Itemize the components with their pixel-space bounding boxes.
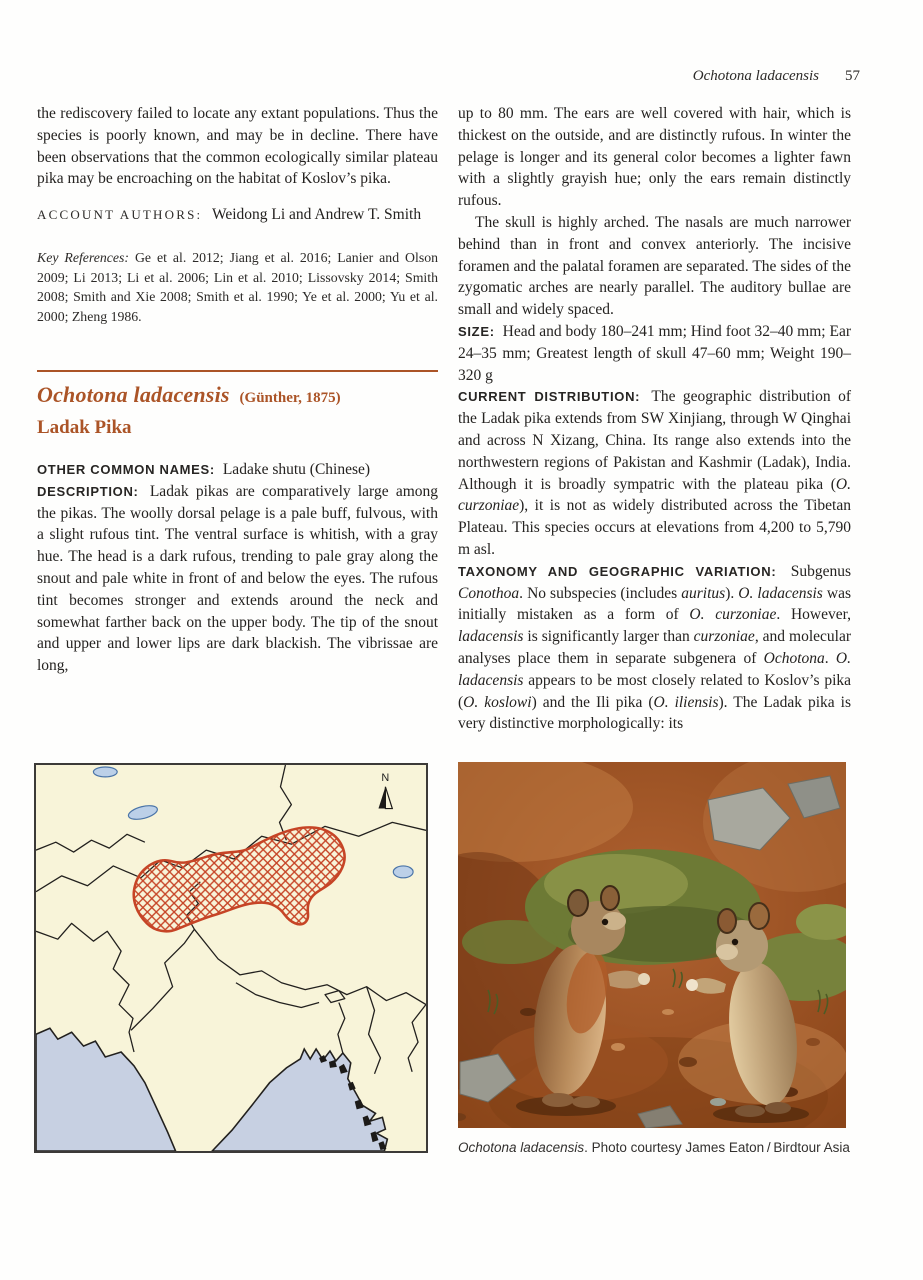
running-head — [693, 68, 860, 85]
taxonomy-section — [458, 561, 851, 735]
size-label: SIZE: — [458, 323, 495, 339]
species-account-sections — [37, 459, 438, 677]
species-heading — [37, 384, 438, 439]
size-text: Head and body 180–241 mm; Hind foot 32–40 mm; Ear 24–35 mm; Greatest length of skull 47–60 mm; Weight 190–320 g — [458, 322, 851, 384]
species-authority: (Günther, 1875) — [239, 390, 341, 407]
skull-paragraph: The skull is highly arched. The nasals are much narrower behind than in front and convex anteriorly. The incisive foramen and the palatal foramen are separated. The sides of the zygomatic arches are nearly parallel. The auditory bullae are small and widely spaced. — [458, 213, 851, 319]
range-map-svg — [36, 765, 426, 1151]
other-common-names-section — [37, 459, 438, 481]
account-authors-names: Weidong Li and Andrew T. Smith — [211, 206, 422, 224]
description-section — [37, 481, 438, 677]
taxonomy-label: TAXONOMY AND GEOGRAPHIC VARIATION: — [458, 563, 777, 579]
current-distribution-text: The geographic distribution of the Ladak pika extends from SW Xinjiang, through W Qinghai and across N Xizang, China. Its range also extends into the northwestern regions of Pakistan and Kashmir (Ladak), India. Although it is broadly sympatric with the plateau pika (O. curzoniae), it is not as widely distributed across the Tibetan Plateau. This species occurs at elevations from 4,200 to 5,790 m asl. — [458, 388, 851, 558]
size-section — [458, 321, 851, 386]
key-references: Key References: Ge et al. 2012; Jiang et al. 2016; Lanier and Olson 2009; Li 2013; Li et al. 2006; Lin et al. 2010; Lissovsky 2014; Smith 2008; Smith and Xie 2008; Smith et al. 1990; Ye et al. 2000; Yu et al. 2000; Zheng 1986. — [37, 249, 439, 324]
account-authors-label: ACCOUNT AUTHORS: — [37, 207, 203, 223]
page-number: 57 — [845, 68, 860, 84]
continuation-paragraph: up to 80 mm. The ears are well covered with hair, which is thickest on the outside, and are distinctly rufous. In winter the pelage is longer and its general color becomes a lighter fawn with a slightly grayish hue; only the ears remain distinctly rufous. — [458, 105, 851, 210]
species-scientific-name: Ochotona ladacensis — [37, 382, 230, 408]
left-column — [37, 103, 438, 677]
taxonomy-text: Subgenus Conothoa. No subspecies (includes auritus). O. ladacensis was initially mistaken as a form of O. curzoniae. However, ladacensis is significantly larger than curzoniae, and molecular analyses place them in separate subgenera of Ochotona. O. ladacensis appears to be most closely related to Koslov’s pika (O. koslowi) and the Ili pika (O. iliensis). The Ladak pika is very distinctive morphologically: its — [458, 562, 852, 733]
species-common-name: Ladak Pika — [37, 417, 132, 439]
running-title: Ochotona ladacensis — [692, 68, 819, 84]
right-column — [458, 103, 851, 735]
account-authors-line — [37, 204, 438, 226]
range-map-figure — [34, 763, 428, 1153]
description-label: DESCRIPTION: — [37, 483, 139, 499]
description-text: Ladak pikas are comparatively large among the pikas. The woolly dorsal pelage is a pale buff, fulvous, with a slight rufous tint. The ventral surface is whitish, with a gray hue. The head is a dark rufous, trending to pale gray along the snout and pale white in front of and below the eyes. The rufous tint becomes stronger and extends around the neck and somewhat farther back on the upper body. The tip of the snout and upper and lower lips are dark blackish. The vibrissae are long, — [37, 482, 439, 675]
section-divider-rule — [37, 370, 438, 372]
photo-caption: Ochotona ladacensis. Photo courtesy James Eaton / Birdtour Asia — [458, 1140, 850, 1155]
species-photo-figure — [458, 762, 846, 1128]
other-common-names-label: OTHER COMMON NAMES: — [37, 461, 215, 477]
intro-paragraph: the rediscovery failed to locate any extant populations. Thus the species is poorly known, and may be in decline. There have been observations that the common ecologically similar plateau pika may be encroaching on the habitat of Koslov’s pika. — [37, 105, 438, 188]
svg-text:N: N — [381, 771, 390, 784]
species-photo-svg — [458, 762, 846, 1128]
other-common-names-text: Ladake shutu (Chinese) — [222, 460, 371, 478]
current-distribution-section — [458, 386, 851, 560]
current-distribution-label: CURRENT DISTRIBUTION: — [458, 389, 641, 405]
